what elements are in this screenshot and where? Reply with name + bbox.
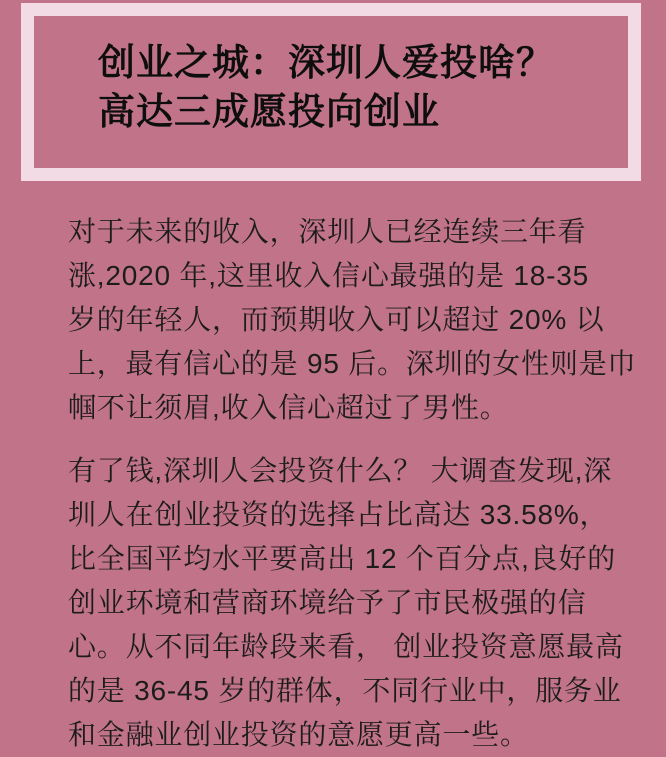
title-line-1: 创业之城：深圳人爱投啥？ <box>98 42 554 83</box>
text-line: 对于未来的收入，深圳人已经连续三年看 <box>68 216 587 247</box>
text-line: 的是 36-45 岁的群体，不同行业中，服务业 <box>68 675 622 706</box>
text-line: 涨,2020 年,这里收入信心最强的是 18-35 <box>68 260 590 291</box>
text-line: 创业环境和营商环境给予了市民极强的信 <box>68 587 587 618</box>
paragraph-income-confidence <box>68 210 637 430</box>
title-line-2: 高达三成愿投向创业 <box>98 91 440 132</box>
page-title <box>34 16 628 136</box>
text-line: 圳人在创业投资的选择占比高达 33.58%， <box>68 499 609 530</box>
article-body <box>68 181 637 757</box>
text-line: 有了钱,深圳人会投资什么？ 大调查发现,深 <box>68 455 613 486</box>
text-line: 岁的年轻人，而预期收入可以超过 20% 以 <box>68 304 605 335</box>
text-line: 上，最有信心的是 95 后。深圳的女性则是巾 <box>68 348 637 379</box>
paragraph-investment-choice <box>68 449 624 757</box>
text-line: 比全国平均水平要高出 12 个百分点,良好的 <box>68 543 617 574</box>
text-line: 心。从不同年龄段来看， 创业投资意愿最高 <box>68 631 624 662</box>
text-line: 帼不让须眉,收入信心超过了男性。 <box>68 392 509 423</box>
text-line: 和金融业创业投资的意愿更高一些。 <box>68 719 529 750</box>
title-box <box>21 3 641 181</box>
